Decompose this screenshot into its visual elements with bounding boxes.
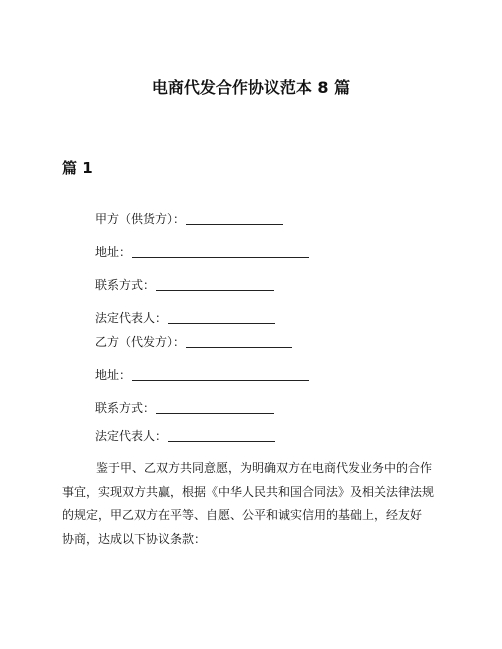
fill-in-blank <box>168 311 275 324</box>
document-title: 电商代发合作协议范本 8 篇 <box>151 78 351 97</box>
paragraph-line: 鉴于甲、乙双方共同意愿，为明确双方在电商代发业务中的合作 <box>96 461 433 475</box>
field-party-b-legal-rep <box>95 427 275 445</box>
field-party-a <box>95 210 283 228</box>
field-label: 法定代表人： <box>95 429 168 443</box>
fill-in-blank <box>186 212 283 225</box>
fill-in-blank <box>186 335 292 348</box>
fill-in-blank <box>156 401 274 414</box>
fill-in-blank <box>132 368 309 381</box>
field-party-a-contact <box>95 276 274 294</box>
field-party-b-address <box>95 366 309 384</box>
fill-in-blank <box>168 429 275 442</box>
paragraph-line: 协商，达成以下协议条款： <box>62 531 207 546</box>
field-party-b <box>95 333 292 351</box>
field-party-a-address <box>95 243 309 261</box>
paragraph-line: 的规定，甲乙双方在平等、自愿、公平和诚实信用的基础上，经友好 <box>62 508 423 522</box>
field-label: 联系方式： <box>95 401 156 415</box>
fill-in-blank <box>156 278 274 291</box>
field-label: 乙方（代发方）： <box>95 335 186 349</box>
field-label: 地址： <box>95 368 132 382</box>
preamble-paragraph <box>62 457 442 551</box>
section-heading: 篇 1 <box>62 159 93 177</box>
field-label: 法定代表人： <box>95 311 168 325</box>
field-label: 联系方式： <box>95 278 156 292</box>
paragraph-line: 事宜，实现双方共赢，根据《中华人民共和国合同法》及相关法律法规 <box>62 484 435 499</box>
field-label: 甲方（供货方）： <box>95 212 186 226</box>
fill-in-blank <box>132 245 309 258</box>
field-label: 地址： <box>95 245 132 259</box>
field-party-b-contact <box>95 399 274 417</box>
field-party-a-legal-rep <box>95 309 275 327</box>
